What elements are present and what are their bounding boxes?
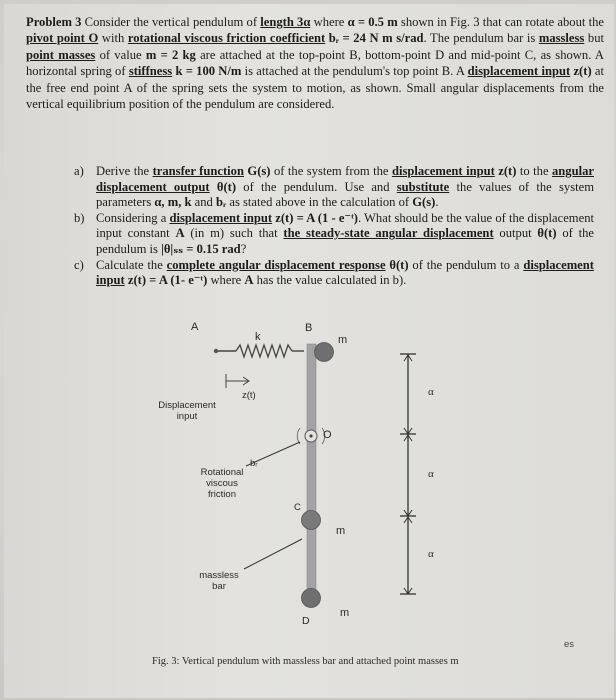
question-b: b) Considering a displacement input z(t) = A (1 - e⁻ᵗ). What should be the value of the displacement input constant A (in m) such that the steady-state angular displacement output θ(t) of the pendulum is |θ|ₛₛ = 0.15 rad?	[74, 210, 595, 256]
pivot-center	[309, 434, 312, 437]
label-alpha-1: α	[428, 386, 434, 398]
problem-statement: Problem 3 Consider the vertical pendulum of length 3α where α = 0.5 m shown in Fig. 3 that can rotate about the pivot point O with rotational viscous friction coefficient bᵣ = 24 N m s/rad. The pendulum bar is massless but point masses of value m = 2 kg are attached at the top-point B, bottom-point D and mid-point C, as shown. A horizontal spring of stiffness k = 100 N/m is attached at the pendulum's top point B. A displacement input z(t) at the free end point A of the spring sets the system to motion, as shown. Small angular displacements from the vertical equilibrium position of the pendulum are considered.	[26, 15, 605, 112]
label-d: D	[302, 615, 310, 627]
figure-caption: Fig. 3: Vertical pendulum with massless bar and attached point masses m	[152, 656, 459, 667]
label-alpha-2: α	[428, 468, 434, 480]
label-m-bot: m	[340, 607, 350, 619]
question-c: c) Calculate the complete angular displacement response θ(t) of the pendulum to a displacement input z(t) = A (1- e⁻ᵗ) where A has the value calculated in b).	[74, 257, 594, 288]
label-displacement-input: Displacement input	[158, 400, 216, 422]
corner-text: es	[564, 639, 575, 650]
label-z: z(t)	[242, 390, 256, 401]
question-a: a) Derive the transfer function G(s) of the system from the displacement input z(t) to the angular displacement output θ(t) of the pendulum. Use and substitute the values of the system parameters α, m, k and bᵣ as stated above in the calculation of G(s).	[74, 164, 594, 210]
label-rotational-friction: Rotational viscous friction	[200, 467, 244, 500]
label-c: C	[294, 502, 301, 513]
label-br: bᵣ	[250, 458, 258, 469]
label-m-top: m	[338, 334, 348, 346]
mid-mass	[302, 511, 321, 530]
label-b: B	[305, 322, 313, 334]
label-a: A	[191, 321, 199, 333]
spring-zigzag	[236, 345, 292, 357]
label-massless-bar: massless bar	[199, 570, 239, 592]
label-m-mid: m	[336, 525, 346, 537]
label-o: O	[323, 429, 332, 441]
bar-leader	[244, 539, 302, 569]
label-alpha-3: α	[428, 548, 434, 560]
bottom-mass	[302, 589, 321, 608]
point-a-marker	[214, 349, 218, 353]
problem-title: Problem 3	[26, 15, 82, 29]
label-k: k	[255, 331, 261, 343]
pendulum-figure	[4, 4, 614, 698]
friction-arc-left	[297, 428, 300, 444]
document-page	[4, 4, 614, 698]
top-mass	[315, 343, 334, 362]
massless-bar	[307, 344, 316, 606]
